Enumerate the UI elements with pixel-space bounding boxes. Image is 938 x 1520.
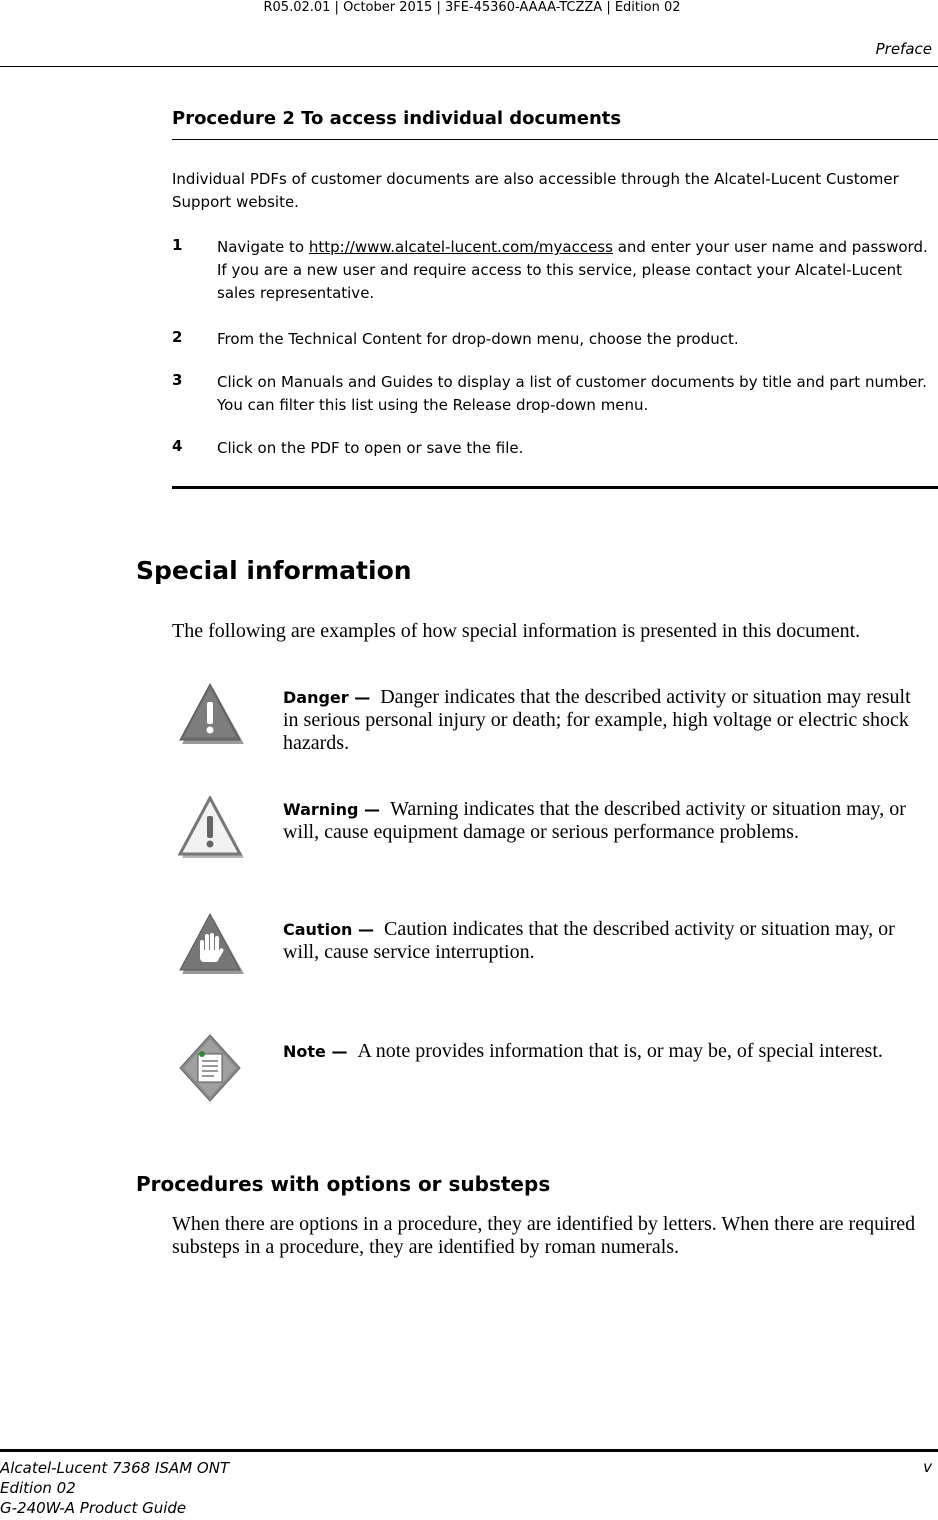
procedure-title: Procedure 2 To access individual documents (172, 108, 622, 129)
note-icon (176, 1030, 246, 1094)
footer-edition: Edition 02 (0, 1479, 76, 1497)
caution-notice: Caution — Caution indicates that the described activity or situation may, or will, cause service interruption. (283, 918, 895, 963)
step-number: 1 (172, 236, 183, 254)
myaccess-link[interactable]: http://www.alcatel-lucent.com/myaccess (308, 238, 613, 256)
page-number: v (923, 1458, 932, 1476)
note-notice: Note — A note provides information that is, or may be, of special interest. (283, 1040, 883, 1062)
warning-icon (176, 796, 246, 860)
step-number: 2 (172, 328, 183, 346)
danger-icon (176, 682, 246, 746)
footer-product-info (0, 1458, 229, 1518)
caution-label: Caution — (283, 920, 375, 939)
danger-notice: Danger — Danger indicates that the described activity or situation may result in serious personal injury or death; for example, high voltage or electric shock hazards. (283, 686, 911, 754)
step-number: 4 (172, 437, 183, 455)
step-number: 3 (172, 371, 183, 389)
step-text: Navigate to http://www.alcatel-lucent.com/myaccess and enter your user name and password. If you are a new user and require access to this service, please contact your Alcatel-Lucent sales representative. (217, 238, 928, 302)
footer-rule (0, 1449, 938, 1452)
footer-guide: G-240W-A Product Guide (0, 1499, 187, 1517)
substeps-heading: Procedures with options or substeps (136, 1172, 551, 1196)
procedure-end-rule (172, 486, 938, 489)
procedure-intro: Individual PDFs of customer documents are also accessible through the Alcatel-Lucent Customer Support website. (172, 170, 899, 211)
step-text: Click on Manuals and Guides to display a list of customer documents by title and part number. You can filter this list using the Release drop-down menu. (217, 373, 927, 414)
footer-product: Alcatel-Lucent 7368 ISAM ONT (0, 1459, 230, 1477)
special-information-heading: Special information (136, 556, 412, 585)
substeps-text: When there are options in a procedure, they are identified by letters. When there are required substeps in a procedure, they are identified by roman numerals. (172, 1213, 916, 1258)
header-rule (0, 66, 938, 67)
section-label: Preface (875, 40, 932, 58)
warning-notice: Warning — Warning indicates that the described activity or situation may, or will, cause equipment damage or serious performance problems. (283, 798, 906, 843)
caution-hand-icon (176, 912, 246, 976)
step-text: From the Technical Content for drop-down menu, choose the product. (217, 330, 739, 348)
special-information-intro: The following are examples of how special information is presented in this document. (172, 620, 861, 642)
note-label: Note — (283, 1042, 348, 1061)
danger-label: Danger — (283, 688, 371, 707)
step-text: Click on the PDF to open or save the file. (217, 439, 524, 457)
procedure-title-rule (172, 139, 938, 140)
warning-label: Warning — (283, 800, 381, 819)
document-info: R05.02.01 | October 2015 | 3FE-45360-AAAA-TCZZA | Edition 02 (263, 0, 681, 15)
